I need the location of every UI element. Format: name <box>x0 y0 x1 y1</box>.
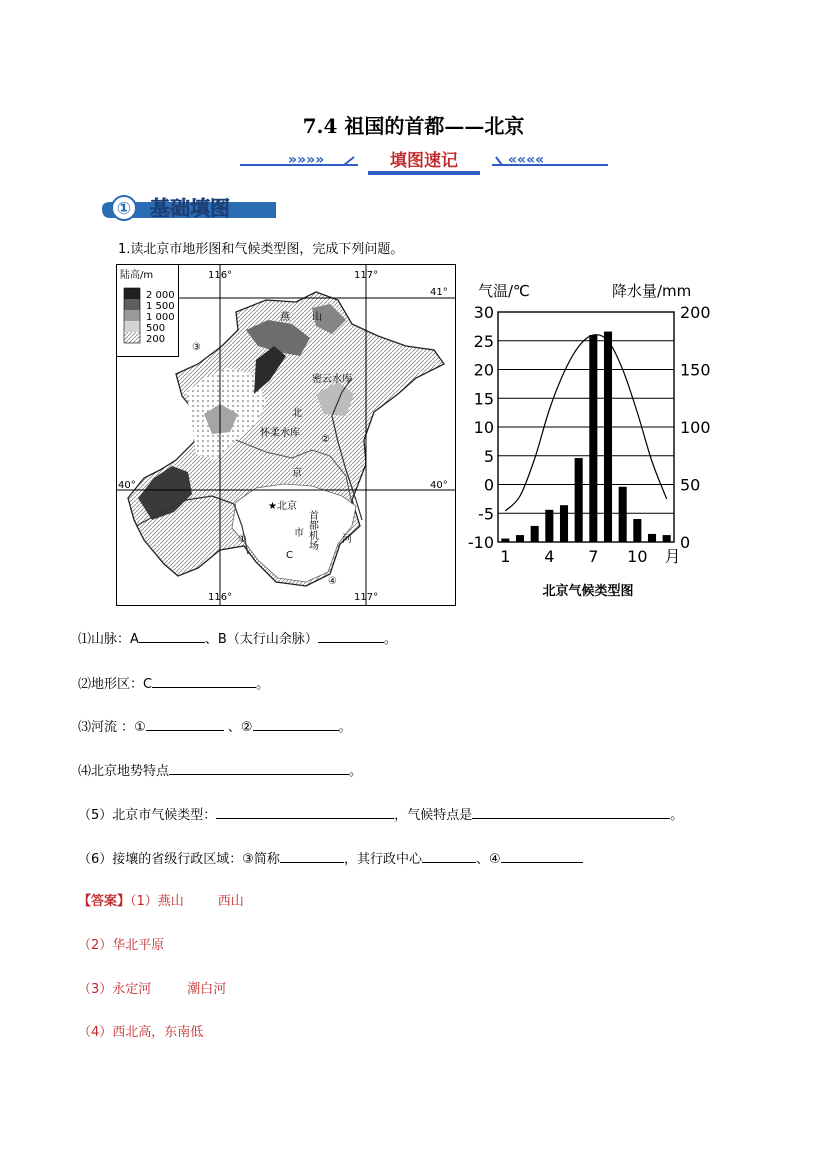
banner-decoration <box>240 144 610 178</box>
question-2 <box>78 673 269 692</box>
answer-line-4: （4）西北高，东南低 <box>78 1025 204 1040</box>
banner-arrows-left: »»»» <box>288 152 325 168</box>
chart-title: 北京气候类型图 <box>542 584 634 599</box>
question-5 <box>78 804 683 823</box>
section-banner <box>240 144 610 178</box>
jing-label: 京 <box>292 468 302 479</box>
shi-label: 市 <box>294 528 304 539</box>
section-number: ① <box>116 199 132 219</box>
shan-label: 山 <box>312 312 322 323</box>
yan-label: 燕 <box>280 312 290 323</box>
question-4 <box>78 760 362 779</box>
legend-swatch <box>124 321 140 332</box>
legend-item: 200 <box>146 334 166 345</box>
answer-line-1 <box>78 890 244 909</box>
answer-line-2: （2）华北平原 <box>78 938 165 953</box>
legend-item: 1 500 <box>146 301 175 312</box>
lon-label: 117° <box>354 592 379 603</box>
question-3-mid: 、② <box>223 720 253 735</box>
beijing-terrain-map <box>116 264 456 606</box>
answer-line-3 <box>78 978 226 997</box>
question-1-mid: 、B（太行山余脉） <box>204 632 318 647</box>
label-c: C <box>286 550 293 561</box>
river-label: 河 <box>342 534 352 545</box>
answer-blank[interactable] <box>501 849 583 863</box>
question-intro: 1.读北京市地形图和气候类型图，完成下列问题。 <box>118 242 404 257</box>
legend-item: 500 <box>146 323 166 334</box>
answer-blank[interactable] <box>146 717 224 731</box>
question-1-prefix: ⑴山脉：A <box>78 632 139 647</box>
answer-3b: 潮白河 <box>187 982 227 997</box>
question-4-prefix: ⑷北京地势特点 <box>78 764 170 779</box>
precipitation-bar <box>648 534 656 542</box>
page-title: 7.4 祖国的首都——北京 <box>302 114 525 138</box>
huairou-reservoir-label: 怀柔水库 <box>260 428 300 439</box>
answer-1b: 西山 <box>217 894 244 909</box>
precipitation-bars <box>501 332 670 542</box>
temp-tick-label: 25 <box>473 331 494 351</box>
answer-blank[interactable] <box>253 717 339 731</box>
question-5-suffix: 。 <box>670 808 684 823</box>
lon-label: 116° <box>208 270 233 281</box>
lon-label: 117° <box>354 270 379 281</box>
answer-3: （3）永定河 <box>78 982 152 997</box>
legend-item: 2 000 <box>146 290 175 301</box>
question-6-mid: ，其行政中心 <box>343 852 422 867</box>
question-6 <box>78 848 583 867</box>
month-tick-label: 7 <box>588 547 599 566</box>
question-5-prefix: （5）北京市气候类型： <box>78 808 217 823</box>
precipitation-bar <box>501 539 509 542</box>
banner-arrows-right: «««« <box>508 152 545 168</box>
question-1-suffix: 。 <box>383 632 397 647</box>
legend-title: 陆高/m <box>120 270 154 281</box>
month-tick-label: 4 <box>544 547 555 566</box>
question-1 <box>78 628 397 647</box>
precipitation-bar <box>604 332 612 542</box>
legend-swatch <box>124 299 140 310</box>
lat-label: 40° <box>118 480 136 491</box>
beijing-city-label: ★北京 <box>268 501 297 512</box>
precip-tick-label: 100 <box>680 418 711 437</box>
lat-label: 41° <box>430 287 448 298</box>
answer-blank[interactable] <box>169 761 349 775</box>
answer-blank[interactable] <box>152 674 256 688</box>
precipitation-bar <box>633 519 641 542</box>
legend-swatch <box>124 332 140 343</box>
question-4-suffix: 。 <box>349 764 363 779</box>
precipitation-bar <box>516 535 524 542</box>
precipitation-bar <box>531 526 539 542</box>
answer-blank[interactable] <box>318 629 384 643</box>
answer-blank[interactable] <box>280 849 344 863</box>
beijing-climate-chart <box>458 270 718 606</box>
precip-tick-label: 150 <box>680 360 711 380</box>
y-axis-left-label: 气温/℃ <box>478 282 530 300</box>
question-6-prefix: （6）接壤的省级行政区域：③简称 <box>78 852 280 867</box>
legend-swatch <box>124 310 140 321</box>
question-3 <box>78 716 352 735</box>
section-label: 基础填图 <box>150 196 230 220</box>
capital-airport-label: 首都机场 <box>306 510 318 550</box>
precip-tick-label: 200 <box>680 303 711 322</box>
precipitation-bar <box>663 535 671 542</box>
chart-grid <box>498 312 674 542</box>
question-2-suffix: 。 <box>256 677 270 692</box>
bei-label: 北 <box>292 408 302 419</box>
precipitation-bar <box>619 487 627 542</box>
question-5-mid: ，气候特点是 <box>394 808 473 823</box>
precipitation-bar <box>589 335 597 542</box>
temp-tick-label: 5 <box>483 446 494 466</box>
answer-blank[interactable] <box>422 849 476 863</box>
circle-label-1: ① <box>238 534 247 545</box>
answer-blank[interactable] <box>139 629 205 643</box>
month-tick-label: 月 <box>664 547 681 566</box>
circle-label-4: ④ <box>328 576 337 587</box>
answer-1: （1）燕山 <box>130 894 184 909</box>
banner-text: 填图速记 <box>390 151 458 171</box>
question-2-prefix: ⑵地形区：C <box>78 677 153 692</box>
month-tick-label: 1 <box>500 547 511 566</box>
circle-label-3: ③ <box>192 342 201 353</box>
precip-tick-label: 50 <box>680 475 701 495</box>
question-3-prefix: ⑶河流 ：① <box>78 720 146 735</box>
precipitation-bar <box>560 505 568 542</box>
temp-tick-label: 0 <box>483 475 494 495</box>
precipitation-bar <box>575 458 583 542</box>
y-axis-right-label: 降水量/mm <box>612 282 692 300</box>
temp-tick-label: -5 <box>478 504 494 524</box>
temp-tick-label: 10 <box>473 418 494 437</box>
answer-label: 【答案】 <box>78 894 131 909</box>
lon-label: 116° <box>208 592 233 603</box>
temp-tick-label: 15 <box>473 389 494 409</box>
precipitation-bar <box>545 510 553 542</box>
precip-tick-label: 0 <box>680 533 691 552</box>
question-3-suffix: 。 <box>338 720 352 735</box>
month-tick-label: 10 <box>627 547 648 566</box>
answer-blank[interactable] <box>216 805 394 819</box>
legend-swatch <box>124 288 140 299</box>
section-heading <box>98 192 278 222</box>
temp-tick-label: -10 <box>467 533 494 552</box>
question-6-mid2: 、④ <box>475 852 501 867</box>
answer-blank[interactable] <box>472 805 670 819</box>
circle-label-2: ② <box>321 434 330 445</box>
miyun-reservoir-label: 密云水库 <box>312 374 352 385</box>
legend-item: 1 000 <box>146 312 175 323</box>
temp-tick-label: 20 <box>473 360 494 380</box>
temp-tick-label: 30 <box>473 303 494 322</box>
lat-label: 40° <box>430 480 448 491</box>
